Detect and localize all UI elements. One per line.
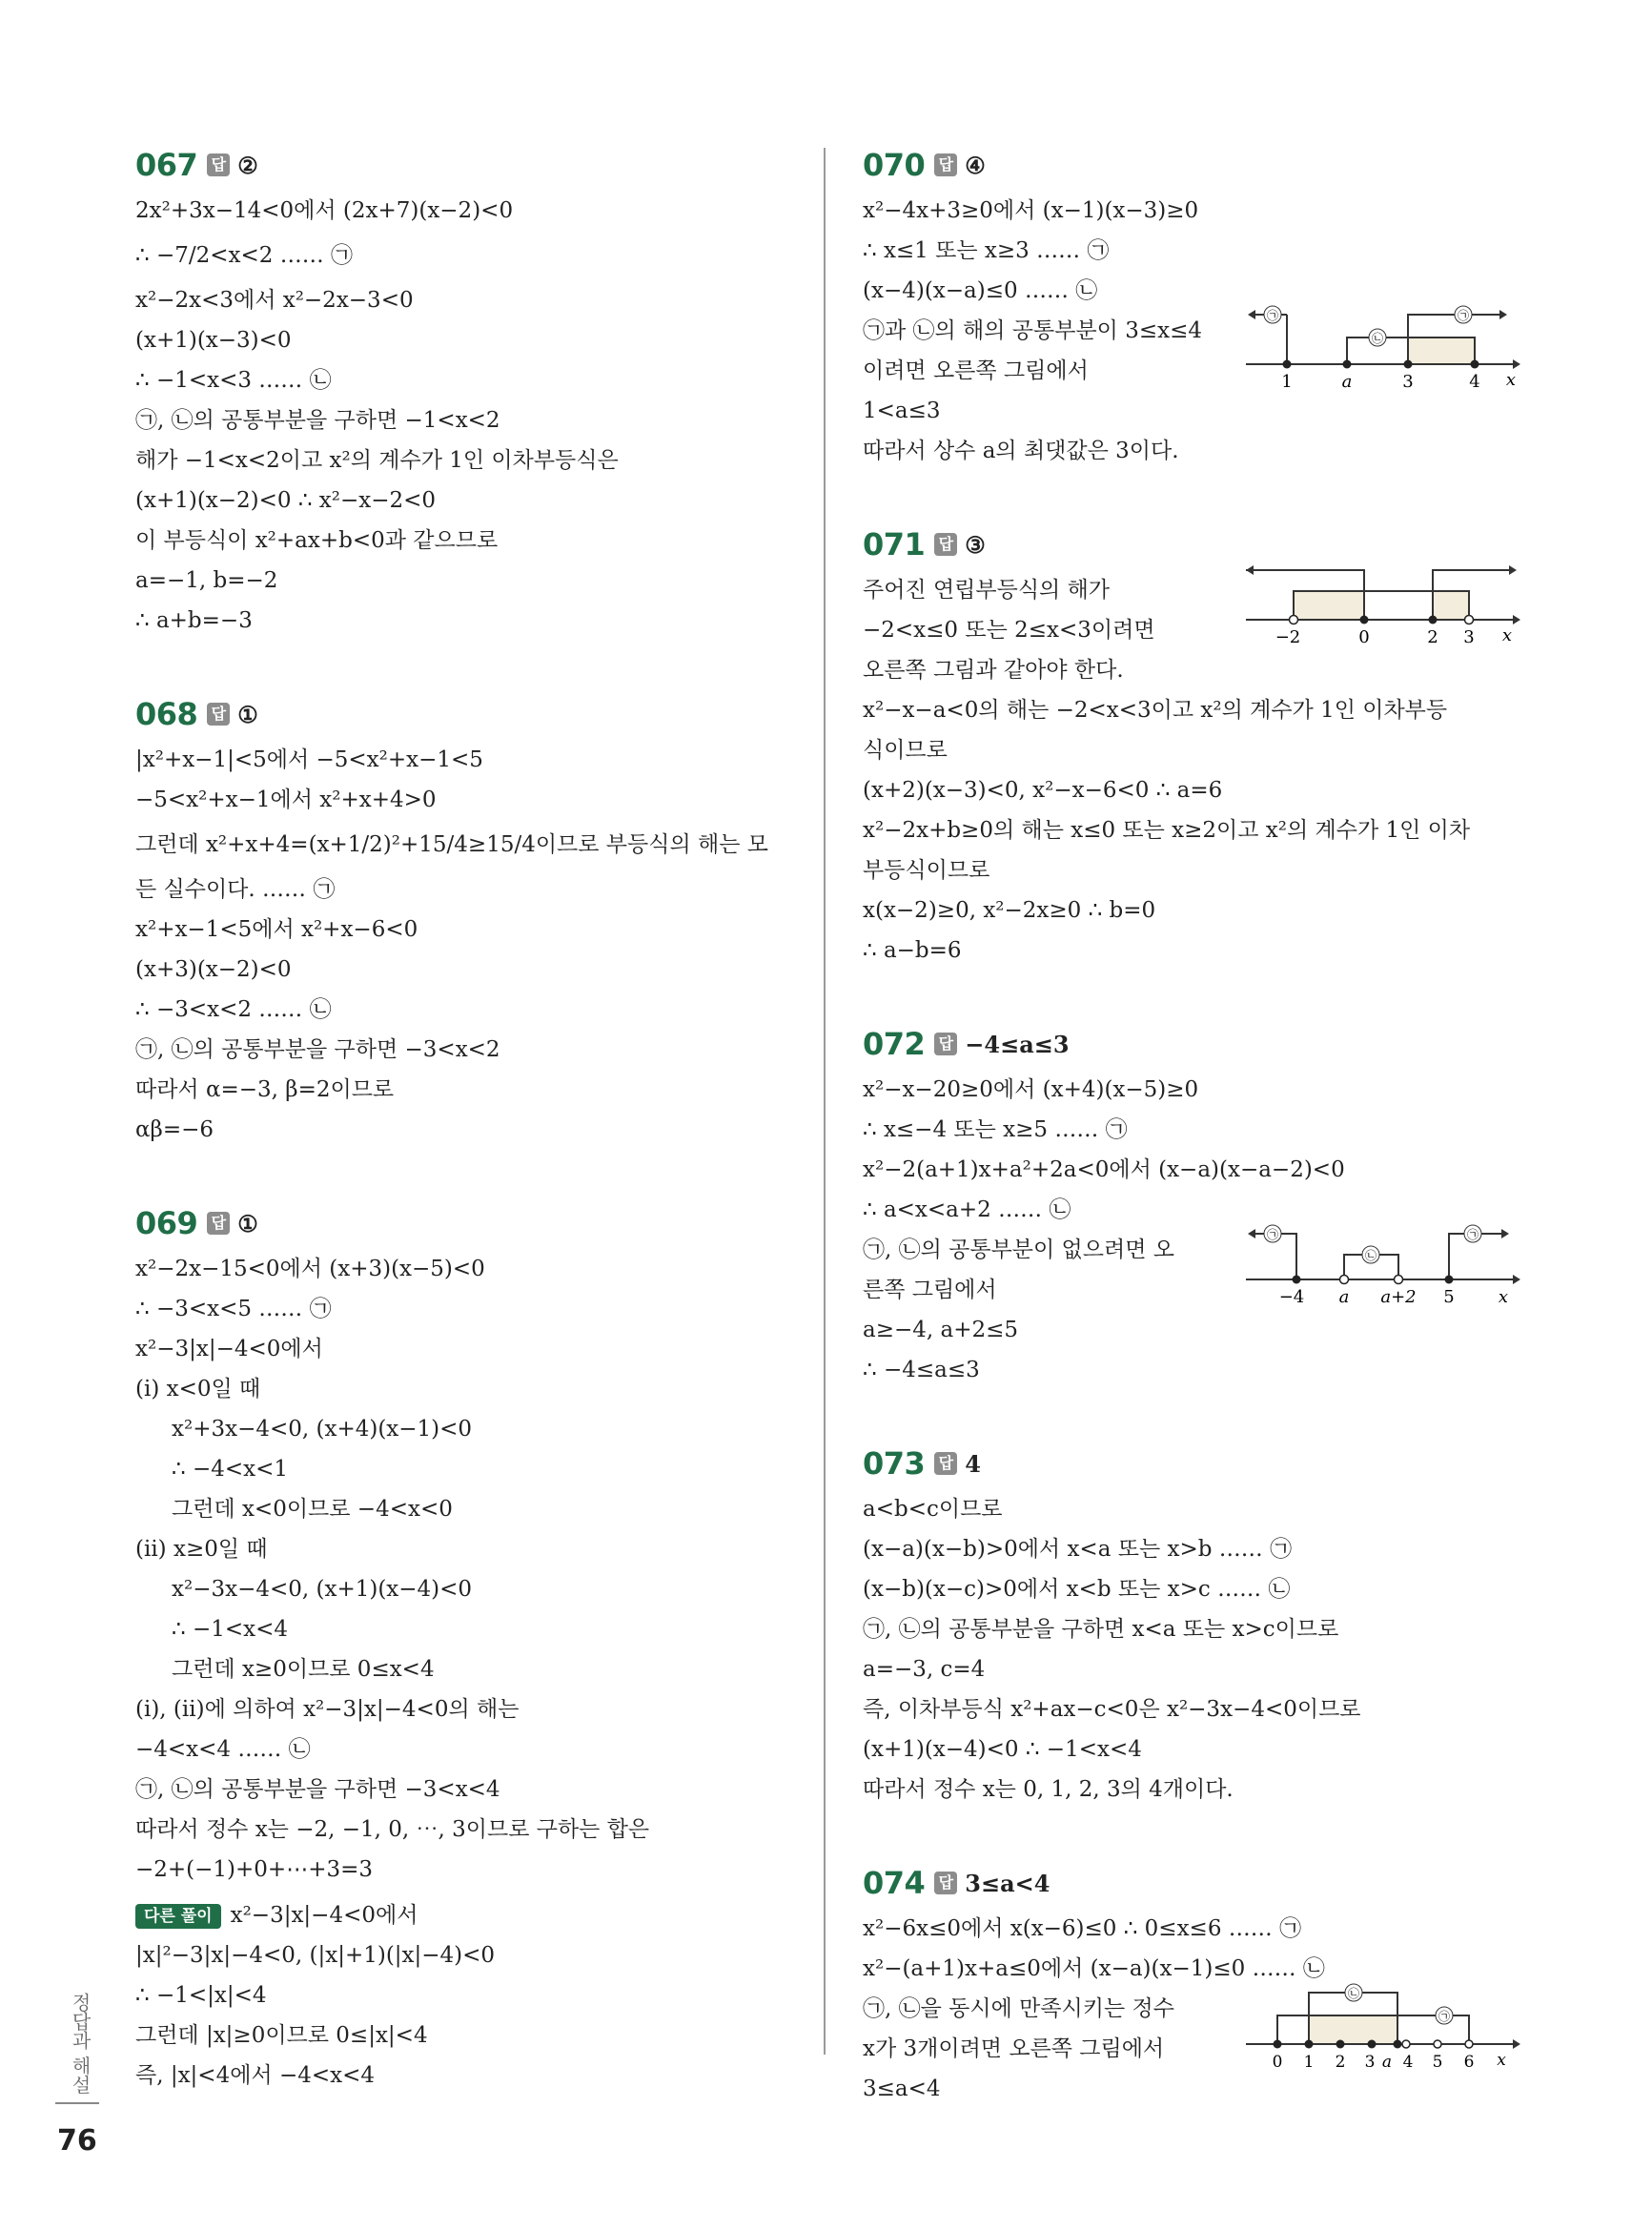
answer-value: ① <box>237 1209 258 1238</box>
axis-label: x <box>1501 625 1513 645</box>
solution-line: (x+2)(x−3)<0, x²−x−6<0 ∴ a=6 <box>863 778 1223 803</box>
solution-line: ㉠, ㉡의 공통부분을 구하면 −3<x<4 <box>135 1777 500 1802</box>
tick-label: a+2 <box>1380 1287 1417 1307</box>
number-line-diagram <box>1244 1977 1520 2077</box>
solution-line: 이 부등식이 x²+ax+b<0과 같으므로 <box>135 528 499 553</box>
solution-line: ∴ −1<|x|<4 <box>135 1983 267 2008</box>
tick-label: a <box>1338 1287 1350 1307</box>
tick-label: −2 <box>1275 627 1301 647</box>
solution-line: x(x−2)≥0, x²−2x≥0 ∴ b=0 <box>863 898 1156 923</box>
solution-line: 3≤a<4 <box>863 2077 941 2101</box>
solution-line: x²−2(a+1)x+a²+2a<0에서 (x−a)(x−a−2)<0 <box>863 1157 1345 1182</box>
answer-value: ④ <box>965 151 986 179</box>
solution-line: x²+3x−4<0, (x+4)(x−1)<0 <box>172 1417 473 1442</box>
problem-number: 074 <box>863 1865 926 1901</box>
problem-071 <box>863 522 1520 971</box>
solution-line: (x−a)(x−b)>0에서 x<a 또는 x>b …… ㉠ <box>863 1537 1293 1562</box>
solution-line: (x−4)(x−a)≤0 …… ㉡ <box>863 278 1098 303</box>
solution-line: ㉠, ㉡의 공통부분이 없으려면 오 <box>863 1238 1174 1262</box>
answer-value: −4≤a≤3 <box>965 1030 1070 1058</box>
answer-badge: 답 <box>934 1452 957 1475</box>
tick-label: 2 <box>1427 627 1438 647</box>
solution-line: −4<x<4 …… ㉡ <box>135 1737 311 1762</box>
tick-label: 3 <box>1364 2053 1376 2072</box>
solution-line: ∴ x≤−4 또는 x≥5 …… ㉠ <box>863 1117 1128 1142</box>
problem-074 <box>863 1861 1520 2109</box>
solution-line: x²−6x≤0에서 x(x−6)≤0 ∴ 0≤x≤6 …… ㉠ <box>863 1916 1302 1941</box>
solution-line: ∴ −4<x<1 <box>172 1457 288 1482</box>
solution-line: 그런데 x<0이므로 −4<x<0 <box>172 1497 453 1522</box>
solution-line: ∴ −4≤a≤3 <box>863 1358 980 1382</box>
mark-label: ㉠ <box>1466 1228 1479 1241</box>
answer-badge: 답 <box>207 703 230 726</box>
answer-badge: 답 <box>207 153 230 176</box>
answer-badge: 답 <box>934 533 957 556</box>
solution-line: |x²+x−1|<5에서 −5<x²+x−1<5 <box>135 747 483 772</box>
solution-line: (ⅰ) x<0일 때 <box>135 1377 261 1401</box>
solution-line: −2<x≤0 또는 2≤x<3이려면 <box>863 618 1155 643</box>
tick-label: 6 <box>1463 2053 1475 2072</box>
problem-number: 067 <box>135 147 198 183</box>
solution-line: a≥−4, a+2≤5 <box>863 1318 1019 1342</box>
solution-line: 2x²+3x−14<0에서 (2x+7)(x−2)<0 <box>135 198 514 223</box>
solution-line: ∴ −3<x<2 …… ㉡ <box>135 997 332 1022</box>
solution-line: 든 실수이다. …… ㉠ <box>135 877 336 902</box>
solution-line: x²−2x−15<0에서 (x+3)(x−5)<0 <box>135 1257 485 1281</box>
tick-label: 0 <box>1272 2053 1283 2072</box>
solution-line: x²−2x<3에서 x²−2x−3<0 <box>135 288 414 313</box>
mark-label: ㉡ <box>1347 1987 1360 2000</box>
tick-label: a <box>1341 372 1353 392</box>
left-column <box>135 143 793 2147</box>
solution-line: ∴ −1<x<4 <box>172 1617 288 1642</box>
solution-body <box>863 1909 1520 2109</box>
solution-line: 따라서 α=−3, β=2이므로 <box>135 1077 395 1102</box>
alternative-solution-line <box>135 1895 793 1935</box>
page-number-rule <box>55 2102 99 2104</box>
solution-line: 주어진 연립부등식의 해가 <box>863 578 1111 603</box>
number-line-diagram <box>1244 1220 1520 1320</box>
problem-header <box>135 143 793 187</box>
mark-label: ㉠ <box>1266 309 1279 322</box>
number-line-svg <box>1244 1220 1520 1316</box>
solution-line: 즉, 이차부등식 x²+ax−c<0은 x²−3x−4<0이므로 <box>863 1697 1361 1722</box>
solution-line: (x−b)(x−c)>0에서 x<b 또는 x>c …… ㉡ <box>863 1577 1291 1602</box>
problem-header <box>135 1201 793 1245</box>
axis-label: x <box>1497 2051 1506 2070</box>
problem-072 <box>863 1022 1520 1390</box>
problem-header <box>863 143 1520 187</box>
tick-label: 1 <box>1281 372 1293 392</box>
solution-line: ∴ x≤1 또는 x≥3 …… ㉠ <box>863 238 1110 263</box>
solution-body <box>863 1070 1520 1390</box>
tick-label: 5 <box>1432 2053 1443 2072</box>
solution-line: 부등식이므로 <box>863 858 990 883</box>
solution-line: ∴ −3<x<5 …… ㉠ <box>135 1297 332 1321</box>
solution-line: a=−3, c=4 <box>863 1657 986 1682</box>
solution-line: −5<x²+x−1에서 x²+x+4>0 <box>135 788 437 812</box>
axis-label: x <box>1498 1287 1509 1307</box>
solution-line: x가 3개이려면 오른쪽 그림에서 <box>863 2036 1165 2061</box>
tick-label: 4 <box>1402 2053 1414 2072</box>
solution-line: |x|²−3|x|−4<0, (|x|+1)(|x|−4)<0 <box>135 1943 496 1968</box>
answer-badge: 답 <box>934 153 957 176</box>
solution-line: x²−x−a<0의 해는 −2<x<3이고 x²의 계수가 1인 이차부등 <box>863 698 1448 723</box>
answer-value: ② <box>237 151 258 179</box>
problem-number: 072 <box>863 1026 926 1062</box>
solution-line: ∴ a<x<a+2 …… ㉡ <box>863 1197 1071 1222</box>
problem-number: 071 <box>863 526 926 563</box>
section-side-label: 정답과 해설 <box>69 1993 92 2095</box>
tick-label: 3 <box>1463 627 1475 647</box>
solution-line: 1<a≤3 <box>863 399 941 423</box>
solution-line: (x+1)(x−2)<0 ∴ x²−x−2<0 <box>135 488 437 513</box>
answer-badge: 답 <box>934 1033 957 1055</box>
answer-value: ① <box>237 700 258 728</box>
tick-label: 0 <box>1358 627 1370 647</box>
number-line-diagram <box>1244 297 1520 406</box>
solution-line: x²−3|x|−4<0에서 <box>135 1337 323 1361</box>
tick-label: 5 <box>1443 1287 1455 1307</box>
solution-body <box>863 570 1520 971</box>
solution-line: 그런데 x≥0이므로 0≤x<4 <box>172 1657 435 1682</box>
problem-number: 070 <box>863 147 926 183</box>
problem-header <box>863 1442 1520 1485</box>
solution-body <box>863 191 1520 471</box>
right-column <box>863 143 1520 2160</box>
solution-line: ㉠, ㉡의 공통부분을 구하면 x<a 또는 x>c이므로 <box>863 1617 1339 1642</box>
tick-label: 4 <box>1469 372 1480 392</box>
mark-label: ㉡ <box>1364 1249 1377 1262</box>
tick-label: −4 <box>1278 1287 1305 1307</box>
solution-line: (x+1)(x−3)<0 <box>135 328 292 353</box>
solution-line: 그런데 |x|≥0이므로 0≤|x|<4 <box>135 2023 428 2048</box>
tick-label: 1 <box>1303 2053 1315 2072</box>
number-line-svg <box>1244 297 1520 402</box>
solution-line: 른쪽 그림에서 <box>863 1278 997 1302</box>
solution-line: 즉, |x|<4에서 −4<x<4 <box>135 2063 376 2088</box>
solution-line: x²−2x+b≥0의 해는 x≤0 또는 x≥2이고 x²의 계수가 1인 이차 <box>863 818 1471 843</box>
mark-label: ㉡ <box>1371 332 1384 345</box>
solution-line: a<b<c이므로 <box>863 1497 1003 1522</box>
problem-number: 068 <box>135 696 198 732</box>
mark-label: ㉠ <box>1266 1228 1279 1241</box>
problem-070 <box>863 143 1520 471</box>
solution-line: x²+x−1<5에서 x²+x−6<0 <box>135 917 418 942</box>
problem-header <box>863 1861 1520 1905</box>
problem-number: 069 <box>135 1205 198 1241</box>
solution-line: 이려면 오른쪽 그림에서 <box>863 358 1089 383</box>
problem-header <box>863 1022 1520 1066</box>
solution-line: 따라서 상수 a의 최댓값은 3이다. <box>863 439 1179 463</box>
solution-line: (ⅰ), (ⅱ)에 의하여 x²−3|x|−4<0의 해는 <box>135 1697 520 1722</box>
solution-line: 해가 −1<x<2이고 x²의 계수가 1인 이차부등식은 <box>135 448 619 473</box>
solution-line: −2+(−1)+0+⋯+3=3 <box>135 1857 374 1882</box>
solution-line: x²−3x−4<0, (x+1)(x−4)<0 <box>172 1577 473 1602</box>
solution-text: x²−3|x|−4<0에서 <box>230 1903 418 1928</box>
solution-line: (ⅱ) x≥0일 때 <box>135 1537 268 1562</box>
solution-line: αβ=−6 <box>135 1117 214 1142</box>
mark-label: ㉠ <box>1457 309 1470 322</box>
problem-068 <box>135 692 793 1150</box>
solution-line: 따라서 정수 x는 −2, −1, 0, ⋯, 3이므로 구하는 합은 <box>135 1817 650 1842</box>
solution-line: ㉠과 ㉡의 해의 공통부분이 3≤x≤4 <box>863 318 1202 343</box>
solution-line: x²−x−20≥0에서 (x+4)(x−5)≥0 <box>863 1077 1199 1102</box>
problem-header <box>135 692 793 736</box>
problem-067 <box>135 143 793 641</box>
number-line-svg <box>1244 564 1520 650</box>
problem-header <box>863 522 1520 566</box>
solution-line: ∴ −1<x<3 …… ㉡ <box>135 368 332 393</box>
solution-line: ㉠, ㉡을 동시에 만족시키는 정수 <box>863 1996 1174 2021</box>
number-line-diagram <box>1244 564 1520 654</box>
solution-line: ㉠, ㉡의 공통부분을 구하면 −3<x<2 <box>135 1037 500 1062</box>
solution-line: 식이므로 <box>863 738 948 763</box>
axis-label: x <box>1505 370 1517 390</box>
column-divider <box>824 148 826 2055</box>
number-line-svg <box>1244 1977 1520 2073</box>
solution-line: ∴ a−b=6 <box>863 938 962 963</box>
solution-line: 오른쪽 그림과 같아야 한다. <box>863 658 1124 683</box>
solution-line: 그런데 x²+x+4=(x+1/2)²+15/4≥15/4이므로 부등식의 해는 모 <box>135 832 768 857</box>
answer-value: 4 <box>965 1449 981 1478</box>
solution-line: ∴ −7/2<x<2 …… ㉠ <box>135 243 354 268</box>
solution-line: a=−1, b=−2 <box>135 568 278 593</box>
solution-line: 따라서 정수 x는 0, 1, 2, 3의 4개이다. <box>863 1777 1234 1802</box>
tick-label: 2 <box>1335 2053 1346 2072</box>
tick-label: a <box>1381 2053 1393 2072</box>
tick-label: 3 <box>1402 372 1414 392</box>
answer-value: 3≤a<4 <box>965 1869 1050 1897</box>
answer-value: ③ <box>965 530 986 559</box>
problem-073 <box>863 1442 1520 1810</box>
solution-line: ∴ a+b=−3 <box>135 608 253 633</box>
alternative-solution-badge: 다른 풀이 <box>135 1904 221 1929</box>
answer-badge: 답 <box>934 1872 957 1894</box>
solution-line: x²−4x+3≥0에서 (x−1)(x−3)≥0 <box>863 198 1199 223</box>
solution-line: x²−(a+1)x+a≤0에서 (x−a)(x−1)≤0 …… ㉡ <box>863 1956 1325 1981</box>
solution-line: ㉠, ㉡의 공통부분을 구하면 −1<x<2 <box>135 408 500 433</box>
solution-line: (x+3)(x−2)<0 <box>135 957 292 982</box>
problem-number: 073 <box>863 1445 926 1482</box>
mark-label: ㉠ <box>1438 2010 1451 2023</box>
page-number: 76 <box>57 2124 97 2158</box>
problem-069 <box>135 1201 793 2096</box>
answer-badge: 답 <box>207 1212 230 1235</box>
solution-line: (x+1)(x−4)<0 ∴ −1<x<4 <box>863 1737 1142 1762</box>
